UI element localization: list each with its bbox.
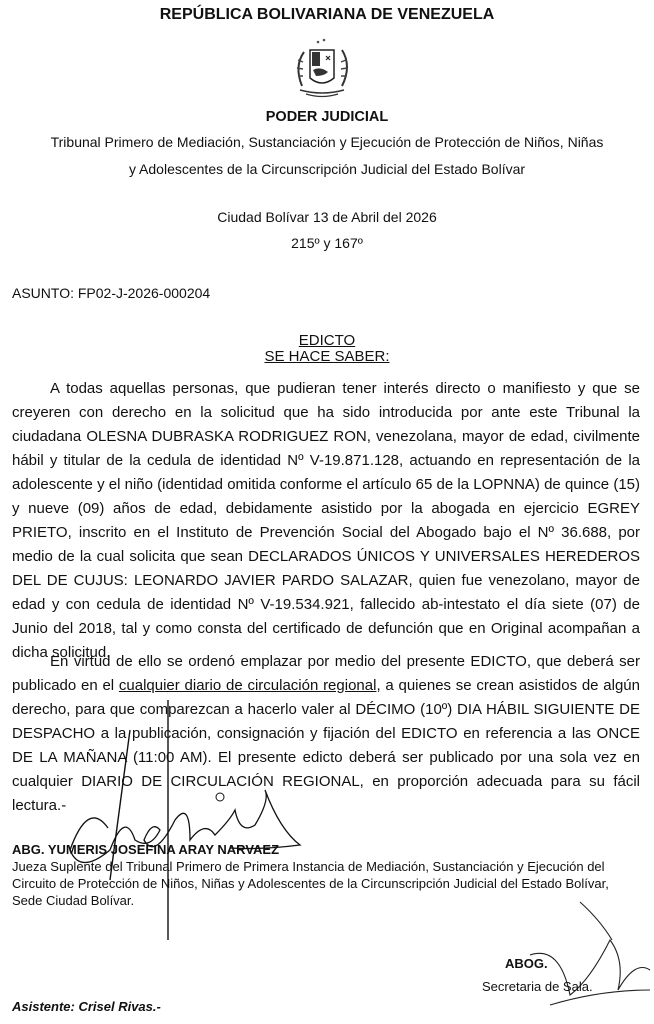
years-line: 215º y 167º: [291, 235, 363, 251]
case-number: ASUNTO: FP02-J-2026-000204: [12, 285, 211, 301]
court-name-line1: Tribunal Primero de Mediación, Sustanciación y Ejecución de Protección de Niños, Niñas: [50, 134, 604, 150]
paragraph-2-underlined: cualquier diario de circulación regional: [118, 677, 377, 694]
secretary-title: ABOG.: [505, 956, 548, 971]
se-hace-saber-title: SE HACE SABER:: [264, 348, 390, 365]
judge-role: Jueza Suplente del Tribunal Primero de Primera Instancia de Mediación, Sustanciación y Ejecución del Circuito de Protección de Niños, Niñas y Adolescentes de la Circunscripción Judicial del Estado Bolívar, Sede Ciudad Bolívar.: [12, 859, 609, 908]
place-date: Ciudad Bolívar 13 de Abril del 2026: [217, 209, 437, 225]
court-name-line2: y Adolescentes de la Circunscripción Judicial del Estado Bolívar: [128, 161, 526, 177]
assistant-name: Asistente: Crisel Rivas.-: [12, 999, 161, 1014]
paragraph-1-text: A todas aquellas personas, que pudieran tener interés directo o manifiesto y que se creyeren con derecho en la solicitud que ha sido introducida por ante este Tribunal la ciudadana OLESNA DUBRASKA RODRIGUEZ RON, venezolana, mayor de edad, civilmente hábil y titular de la cedula de identidad Nº V-19.871.128, actuando en representación de la adolescente y el niño (identidad omitida conforme el artículo 65 de la LOPNNA) de quince (15) y nueve (09) años de edad, debidamente asistido por la abogada en ejercicio EGREY PRIETO, inscrito en el Instituto de Prevención Social del Abogado bajo el Nº 36.688, por medio de la cual solicita que sean DECLARADOS ÚNICOS Y UNIVERSALES HEREDEROS DEL DE CUJUS: LEONARDO JAVIER PARDO SALAZAR, quien fue venezolano, mayor de edad y con cedula de identidad Nº V-19.534.921, fallecido ab-intestato el día siete (07) de Junio del 2018, tal y como consta del certificado de defunción que en Original acompañan a dicha solicitud.: [12, 380, 640, 661]
body-paragraph-1: [12, 377, 640, 665]
judge-name: ABG. YUMERIS JOSEFINA ARAY NARVAEZ: [12, 842, 280, 857]
edicto-title: EDICTO: [298, 332, 356, 349]
secretary-role: Secretaria de Sala.: [482, 979, 593, 994]
paragraph-2-text-start: En virtud de ello se ordenó emplazar por medio del presente EDICTO, que deberá ser publicado en el: [12, 653, 640, 694]
paragraph-2-text-end: , a quienes se crean asistidos de algún derecho, para que comparezcan a hacerlo valer al DÉCIMO (10º) DIA HÁBIL SIGUIENTE DE DESPACHO a la publicación, consignación y fijación del EDICTO en referencia a las ONCE DE LA MAÑANA (11:00 AM). El presente edicto deberá ser publicado por una sola vez en cualquier DIARIO DE CIRCULACIÓN REGIONAL, en proporción adecuada para su fácil lectura.-: [12, 677, 640, 814]
venezuela-coat-of-arms-icon: [280, 36, 365, 100]
republic-heading: REPÚBLICA BOLIVARIANA DE VENEZUELA: [159, 6, 495, 23]
body-paragraph-2: [12, 650, 640, 818]
branch-heading: PODER JUDICIAL: [265, 109, 389, 125]
